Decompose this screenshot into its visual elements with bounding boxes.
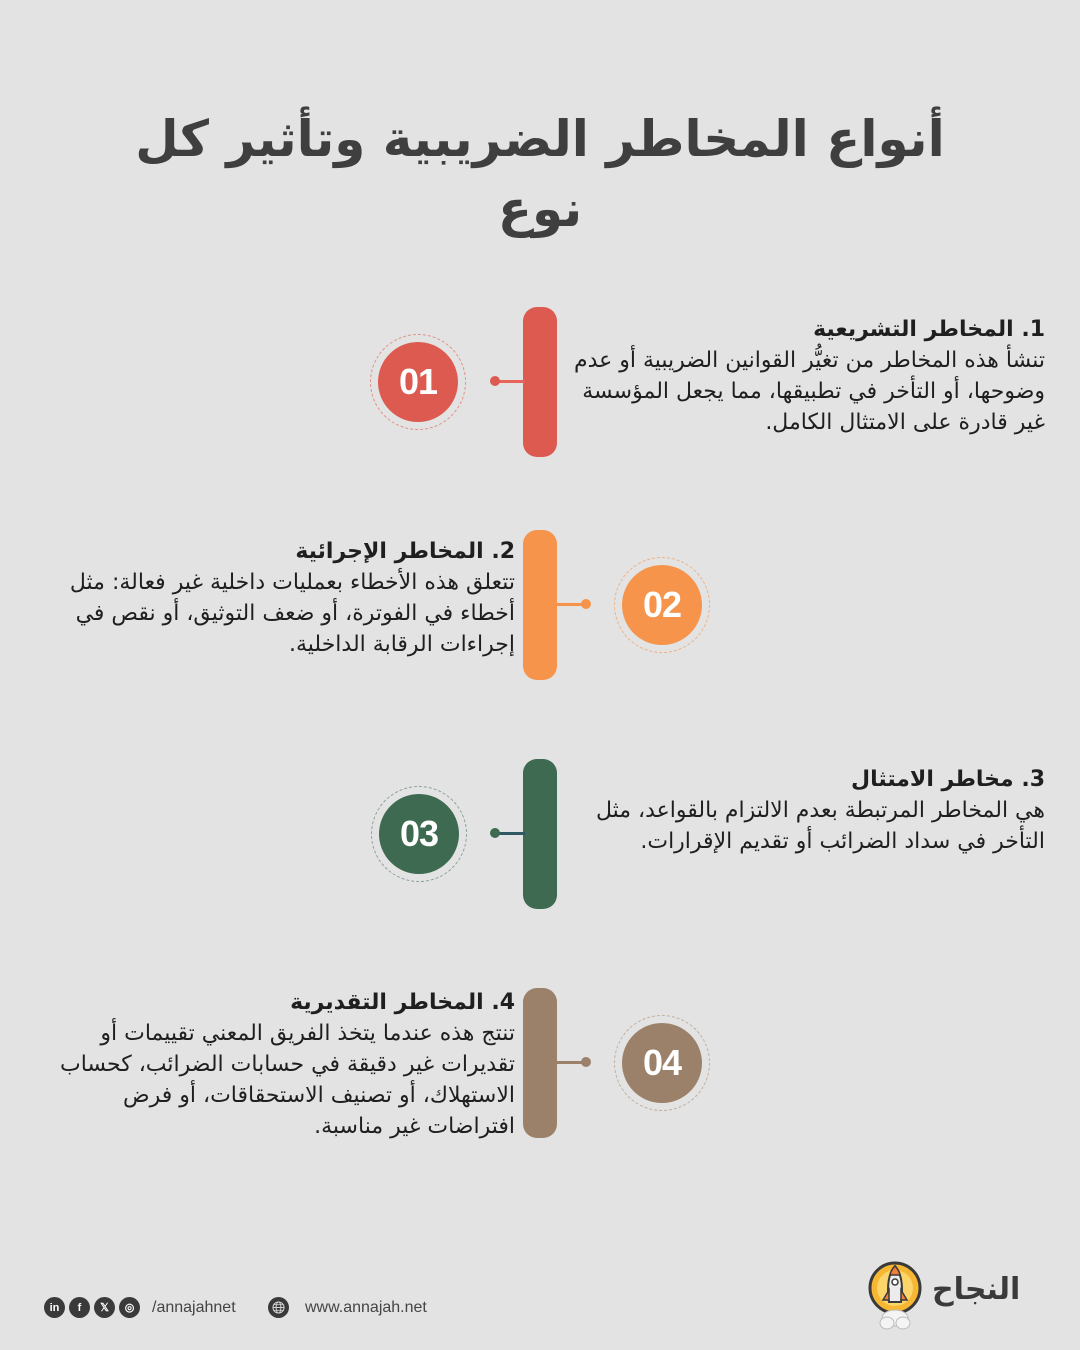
timeline-bar-1 [523,307,557,457]
page-title: أنواع المخاطر الضريبية وتأثير كل نوع [135,110,945,238]
risk-body-2: تتعلق هذه الأخطاء بعمليات داخلية غير فعالة: مثل أخطاء في الفوترة، أو ضعف التوثيق، أو نقص في إجراءات الرقابة الداخلية. [69,570,515,657]
rocket-icon [868,1258,924,1334]
badge-number-3: 03 [399,813,439,854]
badge-number-4: 04 [642,1042,682,1083]
x-icon[interactable]: 𝕏 [94,1297,115,1318]
number-badge-3 [379,794,459,874]
social-links [44,1297,236,1318]
badge-number-1: 01 [398,361,438,402]
connector-dot-4 [581,1057,591,1067]
number-badge-2 [622,565,702,645]
linkedin-icon[interactable]: in [44,1297,65,1318]
connector-dot-1 [490,376,500,386]
brand-name: النجاح [932,1271,1021,1307]
risk-text-1 [570,314,1045,438]
number-badge-ring-2 [614,557,710,653]
facebook-icon[interactable]: f [69,1297,90,1318]
brand-logo [868,1258,1020,1334]
number-badge-ring-4 [614,1015,710,1111]
globe-icon [268,1297,289,1318]
risk-text-3 [570,764,1045,857]
connector-dot-2 [581,599,591,609]
risk-body-1: تنشأ هذه المخاطر من تغيُّر القوانين الضريبية أو عدم وضوحها، أو التأخر في تطبيقها، مما يجعل المؤسسة غير قادرة على الامتثال الكامل. [573,348,1045,435]
website-url[interactable]: www.annajah.net [305,1298,427,1316]
badge-number-2: 02 [642,584,682,625]
risk-body-4: تنتج هذه عندما يتخذ الفريق المعني تقييمات أو تقديرات غير دقيقة في حسابات الضرائب، كحساب الاستهلاك، أو تصنيف الاستحقاقات، أو فرض افتراضات غير مناسبة. [59,1021,515,1139]
timeline-bar-4 [523,988,557,1138]
risk-heading-3: 3. مخاطر الامتثال [851,767,1045,792]
number-badge-ring-3 [371,786,467,882]
number-badge-ring-1 [370,334,466,430]
risk-text-2 [55,536,515,660]
number-badge-4 [622,1023,702,1103]
risk-text-4 [55,987,515,1142]
instagram-icon[interactable]: ◎ [119,1297,140,1318]
risk-heading-1: 1. المخاطر التشريعية [813,317,1045,342]
risk-heading-4: 4. المخاطر التقديرية [290,990,515,1015]
timeline-bar-3 [523,759,557,909]
number-badge-1 [378,342,458,422]
social-handle[interactable]: /annajahnet [152,1298,236,1316]
website-link[interactable] [268,1297,427,1318]
connector-dot-3 [490,828,500,838]
risk-heading-2: 2. المخاطر الإجرائية [295,539,515,564]
risk-body-3: هي المخاطر المرتبطة بعدم الالتزام بالقواعد، مثل التأخر في سداد الضرائب أو تقديم الإقرارات. [595,798,1045,854]
timeline-bar-2 [523,530,557,680]
